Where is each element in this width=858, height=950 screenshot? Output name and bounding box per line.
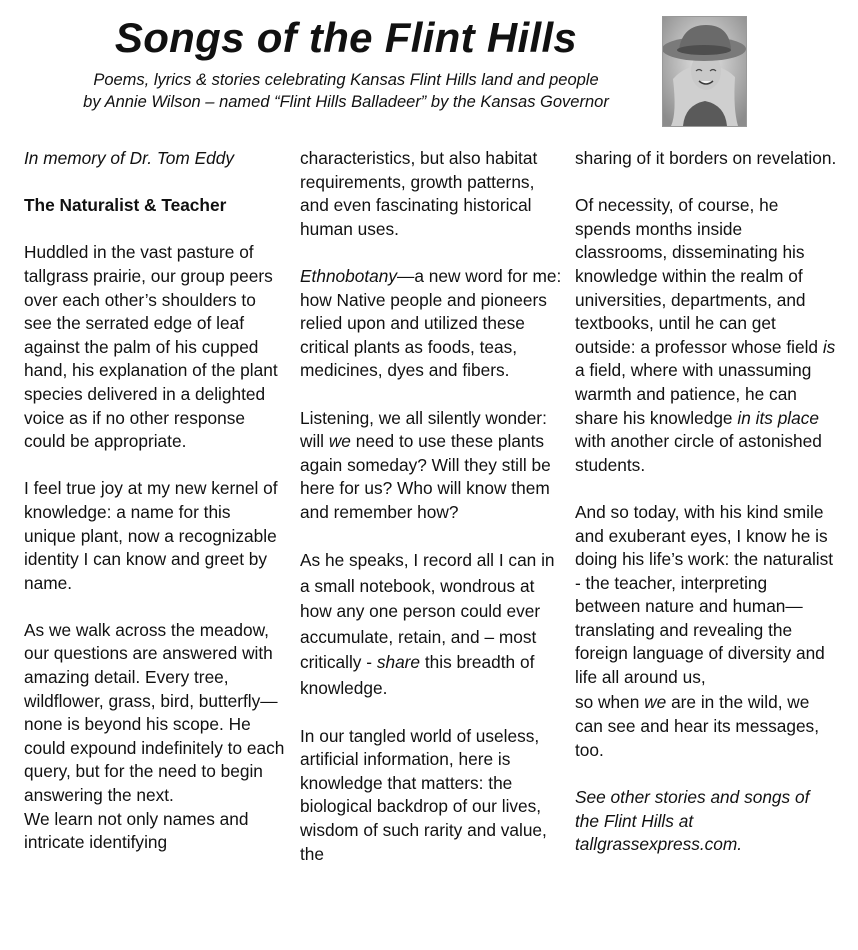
paragraph-2: I feel true joy at my new kernel of knowledge: a name for this unique plant, now a recognizable identity I can know and greet by name.	[24, 478, 278, 593]
paragraph-8	[575, 194, 837, 477]
header	[0, 0, 858, 140]
paragraph-5-emphasis: we	[328, 431, 351, 452]
column-3	[575, 147, 837, 880]
paragraph-3-tail: characteristics, but also habitat requirements, growth patterns, and even fascinating historical human uses.	[300, 148, 538, 239]
paragraph-8-emphasis-2: in its place	[737, 407, 820, 428]
ethnobotany-term: Ethnobotany	[300, 265, 398, 286]
column-1	[24, 147, 286, 878]
paragraph-4-text: —a new word for me: how Native people and pioneers relied upon and utilized these critical plants as foods, teas, medicines, dyes and fibers.	[300, 265, 562, 381]
paragraph-8-text-c: with another circle of astonished students.	[575, 431, 822, 475]
paragraph-6-emphasis: share	[376, 652, 421, 673]
paragraph-7-tail: sharing of it borders on revelation.	[575, 148, 837, 168]
paragraph-3: As we walk across the meadow, our questions are answered with amazing detail. Every tree, wildflower, grass, bird, butterfly—none is beyond his scope. He could expound indefinitely to each query, but for the need to begin answering the next.	[24, 619, 285, 806]
page-title: Songs of the Flint Hills	[114, 14, 578, 61]
paragraph-6-text-b: this breadth of knowledge.	[300, 652, 535, 698]
dedication: In memory of Dr. Tom Eddy	[24, 148, 234, 168]
paragraph-5-text-a: Listening, we all silently wonder: will	[300, 407, 547, 452]
paragraph-5-text-b: need to use these plants again someday? Will they still be here for us? Who will know them and remember how?	[300, 431, 551, 522]
paragraph-6-text-a: As he speaks, I record all I can in a small notebook, wondrous at how any one person could ever accumulate, retain, and – most critically -	[300, 550, 555, 673]
subtitle-line-2: by Annie Wilson – named “Flint Hills Balladeer” by the Kansas Governor	[83, 93, 609, 111]
closing-note: See other stories and songs of the Flint Hills at tallgrassexpress.com.	[575, 786, 810, 855]
column-2	[300, 147, 562, 890]
paragraph-5	[300, 407, 562, 525]
subtitle-line-1: Poems, lyrics & stories celebrating Kansas Flint Hills land and people	[93, 71, 599, 89]
paragraph-7: In our tangled world of useless, artificial information, here is knowledge that matters: the biological backdrop of our lives, wisdom of such rarity and value, the	[300, 725, 547, 864]
paragraph-9-text-c: are in the wild, we can see and hear its messages, too.	[575, 691, 819, 760]
paragraph-8-text-a: Of necessity, of course, he spends months inside classrooms, disseminating his knowledge within the realm of universities, departments, and textbooks, until he can get outside: a professor whose field	[575, 195, 823, 357]
paragraph-9	[575, 501, 837, 762]
paragraph-8-text-b: a field, where with unassuming warmth and patience, he can share his knowledge	[575, 360, 812, 428]
author-photo	[662, 16, 747, 127]
paragraph-4	[300, 265, 562, 383]
paragraph-1: Huddled in the vast pasture of tallgrass prairie, our group peers over each other’s shoulders to see the serrated edge of leaf against the palm of his cupped hand, his explanation of the plant species delivered in a delighted voice as if no other response could be appropriate.	[24, 242, 278, 452]
author-portrait-image	[663, 17, 746, 126]
paragraph-9-emphasis: we	[644, 691, 667, 712]
paragraph-9-text-b: so when	[575, 691, 645, 712]
article-heading: The Naturalist & Teacher	[24, 195, 227, 216]
paragraph-3-continued: We learn not only names and intricate identifying	[24, 808, 249, 853]
paragraph-6	[300, 548, 562, 701]
paragraph-9-text-a: And so today, with his kind smile and exuberant eyes, I know he is doing his life’s work: the naturalist - the teacher, interpreting between nature and human—translating and revealing the foreign language of diversity and life all around us,	[575, 501, 834, 688]
paragraph-8-emphasis-1: is	[822, 336, 836, 357]
